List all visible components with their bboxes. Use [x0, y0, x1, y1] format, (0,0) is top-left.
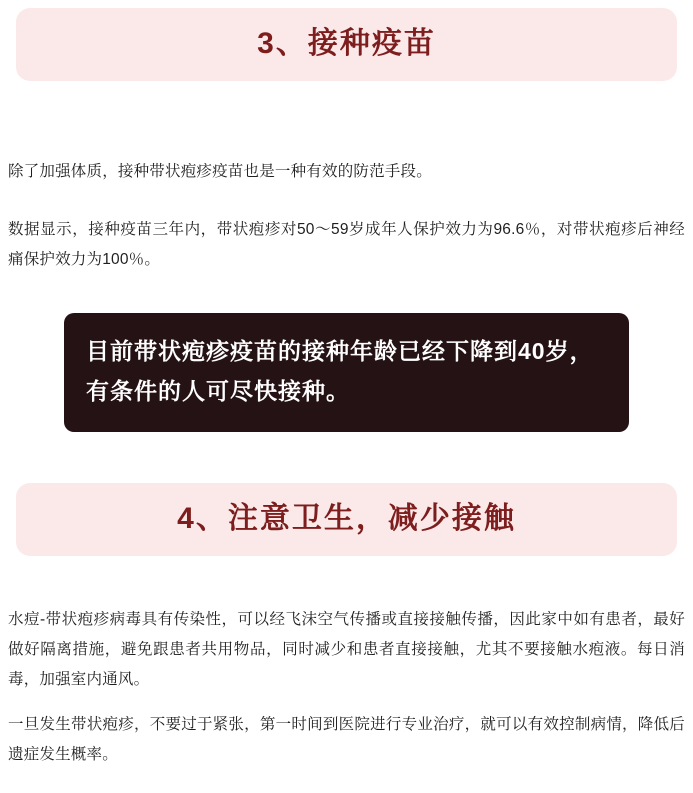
callout-text-vaccination-age: 目前带状疱疹疫苗的接种年龄已经下降到40岁，有条件的人可尽快接种。 — [64, 313, 629, 432]
paragraph-vaccination-intro: 除了加强体质，接种带状疱疹疫苗也是一种有效的防范手段。 — [8, 163, 432, 180]
paragraph-hygiene-treatment: 一旦发生带状疱疹，不要过于紧张，第一时间到医院进行专业治疗，就可以有效控制病情，降低后遗症发生概率。 — [8, 716, 685, 764]
callout-block — [64, 313, 629, 432]
section-heading-hygiene: 4、注意卫生，减少接触 — [16, 483, 677, 556]
paragraph-hygiene-transmission: 水痘-带状疱疹病毒具有传染性，可以经飞沫空气传播或直接接触传播，因此家中如有患者，最好做好隔离措施，避免跟患者共用物品，同时减少和患者直接接触，尤其不要接触水疱液。每日消毒，加强室内通风。 — [8, 611, 685, 689]
section-heading-vaccination: 3、接种疫苗 — [16, 8, 677, 81]
paragraph-vaccination-data: 数据显示，接种疫苗三年内，带状疱疹对50～59岁成年人保护效力为96.6％，对带状疱疹后神经痛保护效力为100％。 — [8, 221, 685, 269]
